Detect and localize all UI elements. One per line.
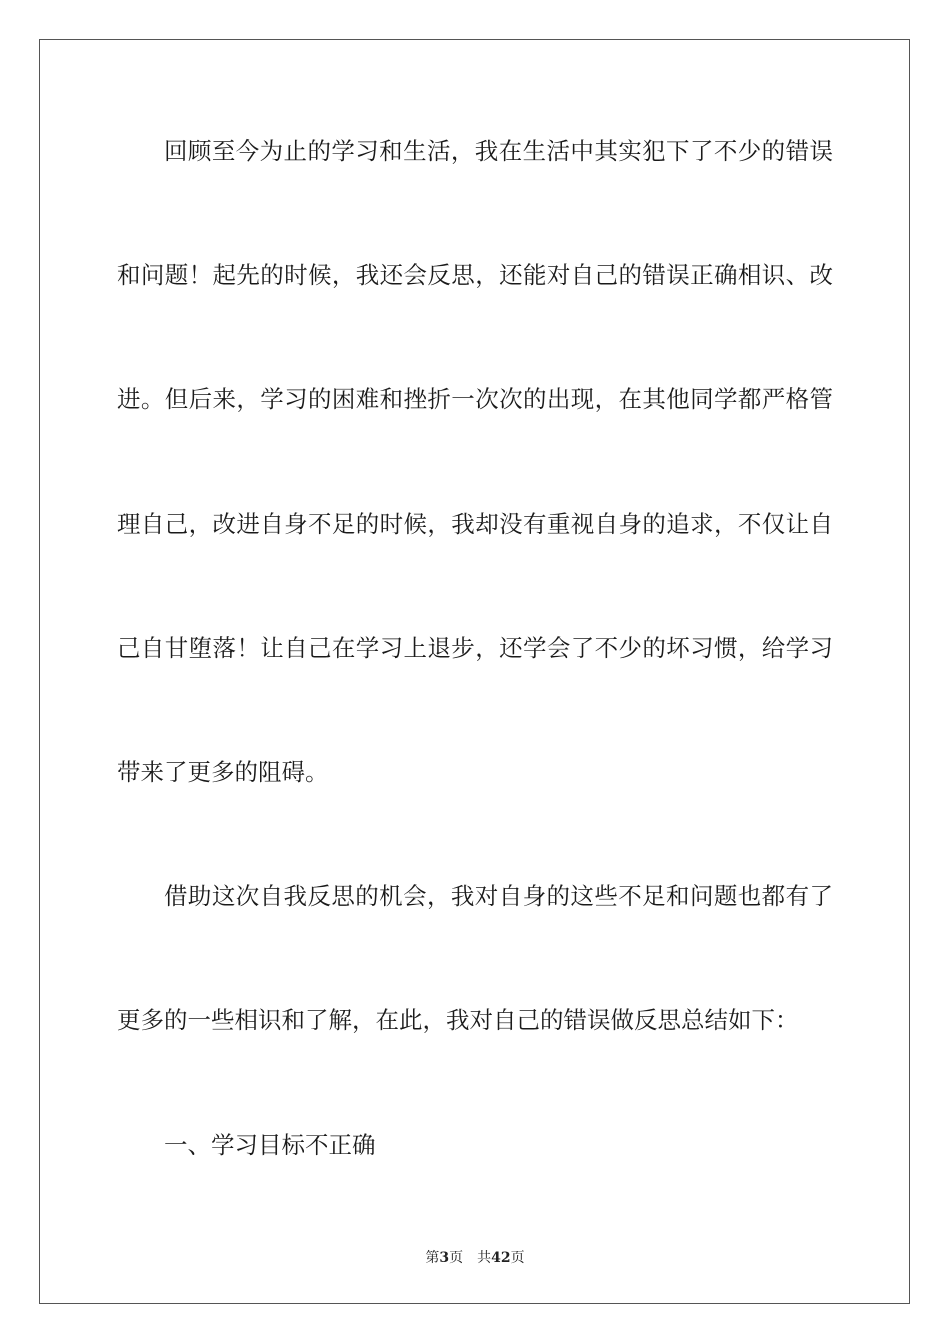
footer-total-prefix: 共 (477, 1250, 492, 1266)
paragraph-1-line-1: 回顾至今为止的学习和生活，我在生活中其实犯下了不少的错误 (164, 137, 833, 165)
footer-total-pages: 42 (491, 1250, 511, 1266)
paragraph-1-line-2: 和问题！起先的时候，我还会反思，还能对自己的错误正确相识、改 (117, 261, 833, 289)
page-border (39, 39, 910, 1304)
footer-total-suffix: 页 (510, 1250, 525, 1266)
paragraph-2-line-2: 更多的一些相识和了解，在此，我对自己的错误做反思总结如下： (117, 1006, 799, 1034)
paragraph-1-line-5: 己自甘堕落！让自己在学习上退步，还学会了不少的坏习惯，给学习 (117, 634, 833, 662)
footer-page-number: 3 (439, 1250, 450, 1266)
footer-page-suffix: 页 (449, 1250, 464, 1266)
paragraph-1-line-4: 理自己，改进自身不足的时候，我却没有重视自身的追求，不仅让自 (117, 510, 833, 538)
paragraph-1-line-6: 带来了更多的阻碍。 (117, 758, 329, 786)
page-footer (0, 1247, 950, 1267)
footer-page-prefix: 第 (425, 1250, 440, 1266)
paragraph-2-line-1: 借助这次自我反思的机会，我对自身的这些不足和问题也都有了 (164, 882, 833, 910)
paragraph-1-line-3: 进。但后来，学习的困难和挫折一次次的出现，在其他同学都严格管 (117, 385, 833, 413)
section-heading: 一、学习目标不正确 (164, 1131, 376, 1159)
